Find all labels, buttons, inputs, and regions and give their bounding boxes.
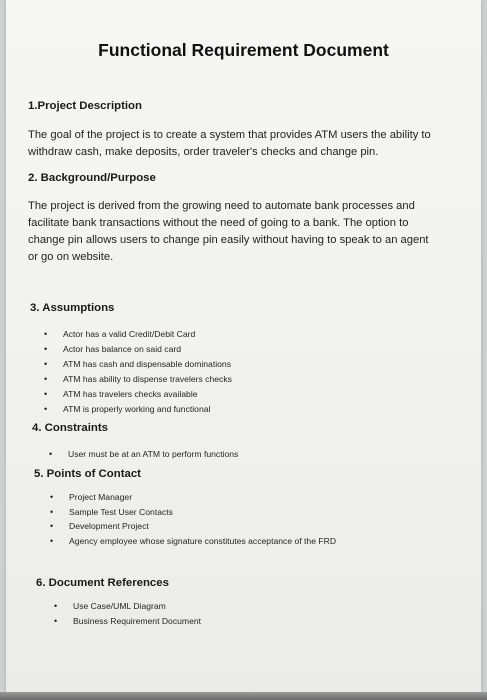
bullet-icon: • (44, 359, 48, 369)
bullet-icon: • (44, 374, 48, 384)
list-item: • ATM has ability to dispense travelers checks (44, 372, 232, 387)
points-of-contact-list (50, 490, 336, 548)
assumptions-list (44, 327, 232, 417)
list-item: • Business Requirement Document (54, 614, 201, 629)
section-heading-points-of-contact: 5. Points of Contact (34, 468, 141, 480)
bullet-icon: • (44, 404, 48, 414)
list-item: • Use Case/UML Diagram (54, 599, 201, 614)
constraints-list (49, 447, 238, 462)
background-purpose-paragraph (28, 198, 429, 266)
bullet-icon: • (50, 521, 54, 531)
bullet-icon: • (54, 615, 58, 626)
list-item: • Project Manager (50, 490, 336, 505)
paragraph-line: change pin allows users to change pin easily without having to speak to an agent (28, 234, 429, 246)
bullet-icon: • (44, 389, 48, 399)
paragraph-line: facilitate bank transactions without the need of going to a bank. The option to (28, 217, 409, 229)
section-heading-assumptions: 3. Assumptions (30, 302, 115, 314)
paragraph-line: withdraw cash, make deposits, order traveler's checks and change pin. (28, 146, 379, 158)
list-item: • Sample Test User Contacts (50, 505, 336, 520)
bullet-icon: • (50, 535, 54, 546)
section-heading-constraints: 4. Constraints (32, 422, 108, 434)
bullet-icon: • (44, 329, 48, 339)
document-references-list (54, 599, 201, 628)
section-heading-document-references: 6. Document References (36, 577, 169, 589)
list-item: • User must be at an ATM to perform functions (49, 447, 238, 462)
section-heading-project-description: 1.Project Description (28, 100, 142, 112)
paragraph-line: The project is derived from the growing need to automate bank processes and (28, 200, 415, 212)
page-edge-shadow (0, 692, 487, 700)
list-item: • Agency employee whose signature constitutes acceptance of the FRD (50, 534, 336, 549)
paragraph-line: The goal of the project is to create a system that provides ATM users the ability to (28, 129, 431, 141)
list-item: • ATM is properly working and functional (44, 402, 232, 417)
bullet-icon: • (44, 344, 48, 354)
list-item: • ATM has travelers checks available (44, 387, 232, 402)
document-page (6, 0, 481, 692)
section-heading-background-purpose: 2. Background/Purpose (28, 172, 156, 184)
bullet-icon: • (50, 492, 54, 502)
bullet-icon: • (50, 506, 54, 517)
project-description-paragraph (28, 127, 431, 161)
bullet-icon: • (54, 601, 58, 611)
document-title: Functional Requirement Document (98, 40, 389, 60)
list-item: • Development Project (50, 519, 336, 534)
list-item: • Actor has a valid Credit/Debit Card (44, 327, 232, 342)
bullet-icon: • (49, 449, 53, 459)
list-item: • Actor has balance on said card (44, 342, 232, 357)
list-item: • ATM has cash and dispensable dominations (44, 357, 232, 372)
paragraph-line: or go on website. (28, 251, 114, 263)
